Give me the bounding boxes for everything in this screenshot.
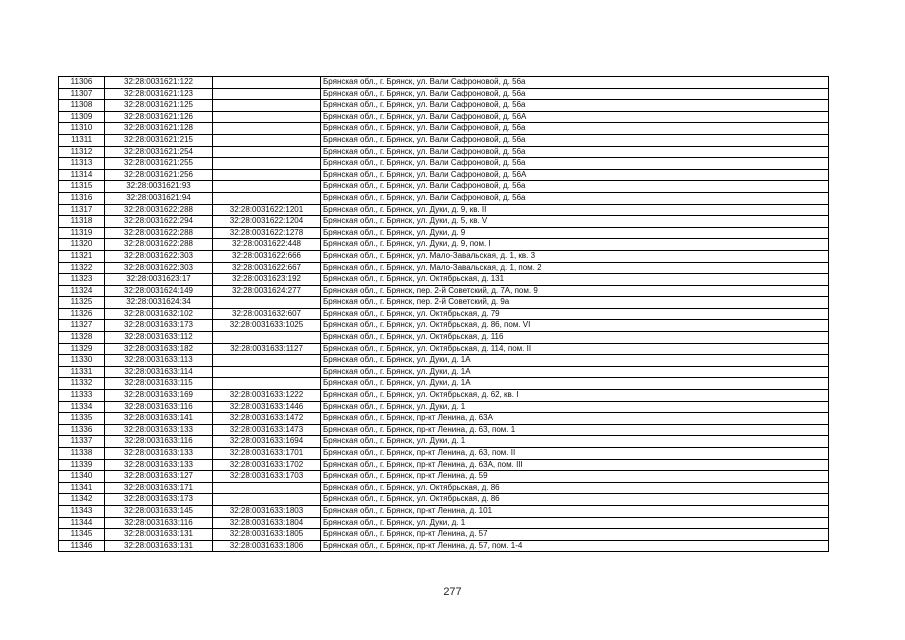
row-number-cell: 11327 — [59, 320, 105, 332]
registry-table-body — [59, 77, 829, 552]
row-number-cell: 11319 — [59, 227, 105, 239]
object-number-cell: 32:28:0031624:277 — [213, 285, 321, 297]
cadastral-number-cell: 32:28:0031622:288 — [105, 227, 213, 239]
object-number-cell: 32:28:0031633:1694 — [213, 436, 321, 448]
object-number-cell: 32:28:0031633:1025 — [213, 320, 321, 332]
table-row — [59, 274, 829, 286]
row-number-cell: 11307 — [59, 88, 105, 100]
object-number-cell: 32:28:0031622:448 — [213, 239, 321, 251]
row-number-cell: 11341 — [59, 482, 105, 494]
address-cell: Брянская обл., г. Брянск, ул. Вали Сафроновой, д. 56а — [321, 192, 829, 204]
address-cell: Брянская обл., г. Брянск, ул. Дуки, д. 1 — [321, 436, 829, 448]
table-row — [59, 158, 829, 170]
address-cell: Брянская обл., г. Брянск, ул. Дуки, д. 9 — [321, 227, 829, 239]
table-row — [59, 378, 829, 390]
row-number-cell: 11331 — [59, 366, 105, 378]
table-row — [59, 366, 829, 378]
table-row — [59, 297, 829, 309]
cadastral-number-cell: 32:28:0031622:288 — [105, 239, 213, 251]
table-row — [59, 285, 829, 297]
cadastral-number-cell: 32:28:0031621:255 — [105, 158, 213, 170]
cadastral-number-cell: 32:28:0031633:145 — [105, 505, 213, 517]
table-row — [59, 436, 829, 448]
row-number-cell: 11320 — [59, 239, 105, 251]
row-number-cell: 11334 — [59, 401, 105, 413]
cadastral-number-cell: 32:28:0031633:182 — [105, 343, 213, 355]
object-number-cell — [213, 158, 321, 170]
row-number-cell: 11306 — [59, 77, 105, 89]
object-number-cell — [213, 77, 321, 89]
table-row — [59, 494, 829, 506]
cadastral-number-cell: 32:28:0031633:133 — [105, 459, 213, 471]
row-number-cell: 11336 — [59, 424, 105, 436]
object-number-cell: 32:28:0031633:1806 — [213, 540, 321, 552]
object-number-cell — [213, 482, 321, 494]
address-cell: Брянская обл., г. Брянск, ул. Октябрьская, д. 131 — [321, 274, 829, 286]
cadastral-number-cell: 32:28:0031633:116 — [105, 517, 213, 529]
object-number-cell — [213, 355, 321, 367]
address-cell: Брянская обл., г. Брянск, ул. Дуки, д. 1 — [321, 401, 829, 413]
row-number-cell: 11314 — [59, 169, 105, 181]
table-row — [59, 77, 829, 89]
address-cell: Брянская обл., г. Брянск, ул. Октябрьская, д. 86, пом. VI — [321, 320, 829, 332]
object-number-cell: 32:28:0031623:192 — [213, 274, 321, 286]
table-row — [59, 505, 829, 517]
row-number-cell: 11330 — [59, 355, 105, 367]
address-cell: Брянская обл., г. Брянск, пр-кт Ленина, д. 57, пом. 1-4 — [321, 540, 829, 552]
object-number-cell: 32:28:0031632:607 — [213, 308, 321, 320]
address-cell: Брянская обл., г. Брянск, пр-кт Ленина, д. 63, пом. 1 — [321, 424, 829, 436]
object-number-cell: 32:28:0031633:1446 — [213, 401, 321, 413]
row-number-cell: 11309 — [59, 111, 105, 123]
object-number-cell: 32:28:0031633:1805 — [213, 529, 321, 541]
object-number-cell: 32:28:0031633:1804 — [213, 517, 321, 529]
object-number-cell: 32:28:0031633:1472 — [213, 413, 321, 425]
cadastral-number-cell: 32:28:0031621:123 — [105, 88, 213, 100]
table-row — [59, 250, 829, 262]
address-cell: Брянская обл., г. Брянск, ул. Дуки, д. 1А — [321, 378, 829, 390]
row-number-cell: 11318 — [59, 216, 105, 228]
object-number-cell — [213, 297, 321, 309]
page-number: 277 — [443, 586, 462, 598]
table-row — [59, 192, 829, 204]
cadastral-number-cell: 32:28:0031633:173 — [105, 494, 213, 506]
object-number-cell: 32:28:0031633:1703 — [213, 471, 321, 483]
row-number-cell: 11310 — [59, 123, 105, 135]
row-number-cell: 11311 — [59, 134, 105, 146]
address-cell: Брянская обл., г. Брянск, пр-кт Ленина, д. 63, пом. II — [321, 448, 829, 460]
table-row — [59, 146, 829, 158]
table-row — [59, 320, 829, 332]
row-number-cell: 11346 — [59, 540, 105, 552]
cadastral-number-cell: 32:28:0031623:17 — [105, 274, 213, 286]
table-row — [59, 111, 829, 123]
table-row — [59, 134, 829, 146]
address-cell: Брянская обл., г. Брянск, ул. Октябрьская, д. 79 — [321, 308, 829, 320]
object-number-cell — [213, 181, 321, 193]
table-row — [59, 343, 829, 355]
cadastral-number-cell: 32:28:0031621:128 — [105, 123, 213, 135]
row-number-cell: 11317 — [59, 204, 105, 216]
table-row — [59, 169, 829, 181]
cadastral-number-cell: 32:28:0031621:254 — [105, 146, 213, 158]
address-cell: Брянская обл., г. Брянск, ул. Мало-Завальская, д. 1, пом. 2 — [321, 262, 829, 274]
row-number-cell: 11315 — [59, 181, 105, 193]
row-number-cell: 11325 — [59, 297, 105, 309]
row-number-cell: 11345 — [59, 529, 105, 541]
cadastral-number-cell: 32:28:0031633:112 — [105, 332, 213, 344]
cadastral-number-cell: 32:28:0031633:173 — [105, 320, 213, 332]
object-number-cell: 32:28:0031622:1201 — [213, 204, 321, 216]
registry-table — [58, 76, 829, 552]
row-number-cell: 11339 — [59, 459, 105, 471]
row-number-cell: 11313 — [59, 158, 105, 170]
table-row — [59, 204, 829, 216]
table-row — [59, 540, 829, 552]
row-number-cell: 11344 — [59, 517, 105, 529]
object-number-cell — [213, 192, 321, 204]
cadastral-number-cell: 32:28:0031633:133 — [105, 448, 213, 460]
table-row — [59, 88, 829, 100]
table-row — [59, 448, 829, 460]
object-number-cell: 32:28:0031622:666 — [213, 250, 321, 262]
object-number-cell — [213, 366, 321, 378]
address-cell: Брянская обл., г. Брянск, пр-кт Ленина, д. 63А, пом. III — [321, 459, 829, 471]
address-cell: Брянская обл., г. Брянск, ул. Октябрьская, д. 86 — [321, 494, 829, 506]
address-cell: Брянская обл., г. Брянск, ул. Дуки, д. 1 — [321, 517, 829, 529]
address-cell: Брянская обл., г. Брянск, ул. Вали Сафроновой, д. 56а — [321, 123, 829, 135]
address-cell: Брянская обл., г. Брянск, ул. Дуки, д. 1А — [321, 366, 829, 378]
cadastral-number-cell: 32:28:0031621:256 — [105, 169, 213, 181]
table-row — [59, 482, 829, 494]
address-cell: Брянская обл., г. Брянск, пр-кт Ленина, д. 63А — [321, 413, 829, 425]
address-cell: Брянская обл., г. Брянск, ул. Вали Сафроновой, д. 56а — [321, 158, 829, 170]
object-number-cell: 32:28:0031633:1222 — [213, 390, 321, 402]
object-number-cell — [213, 100, 321, 112]
cadastral-number-cell: 32:28:0031633:114 — [105, 366, 213, 378]
cadastral-number-cell: 32:28:0031633:116 — [105, 436, 213, 448]
table-row — [59, 239, 829, 251]
row-number-cell: 11337 — [59, 436, 105, 448]
table-row — [59, 181, 829, 193]
cadastral-number-cell: 32:28:0031633:133 — [105, 424, 213, 436]
object-number-cell — [213, 169, 321, 181]
address-cell: Брянская обл., г. Брянск, ул. Дуки, д. 9, кв. II — [321, 204, 829, 216]
address-cell: Брянская обл., г. Брянск, ул. Октябрьская, д. 114, пом. II — [321, 343, 829, 355]
address-cell: Брянская обл., г. Брянск, пер. 2-й Советский, д. 7А, пом. 9 — [321, 285, 829, 297]
cadastral-number-cell: 32:28:0031633:141 — [105, 413, 213, 425]
cadastral-number-cell: 32:28:0031633:171 — [105, 482, 213, 494]
address-cell: Брянская обл., г. Брянск, ул. Вали Сафроновой, д. 56А — [321, 111, 829, 123]
address-cell: Брянская обл., г. Брянск, пр-кт Ленина, д. 59 — [321, 471, 829, 483]
row-number-cell: 11312 — [59, 146, 105, 158]
cadastral-number-cell: 32:28:0031622:303 — [105, 262, 213, 274]
row-number-cell: 11322 — [59, 262, 105, 274]
row-number-cell: 11338 — [59, 448, 105, 460]
table-row — [59, 459, 829, 471]
row-number-cell: 11328 — [59, 332, 105, 344]
address-cell: Брянская обл., г. Брянск, ул. Мало-Завальская, д. 1, кв. 3 — [321, 250, 829, 262]
address-cell: Брянская обл., г. Брянск, ул. Вали Сафроновой, д. 56а — [321, 146, 829, 158]
address-cell: Брянская обл., г. Брянск, ул. Вали Сафроновой, д. 56а — [321, 134, 829, 146]
address-cell: Брянская обл., г. Брянск, ул. Вали Сафроновой, д. 56а — [321, 77, 829, 89]
object-number-cell — [213, 332, 321, 344]
cadastral-number-cell: 32:28:0031633:169 — [105, 390, 213, 402]
object-number-cell — [213, 494, 321, 506]
row-number-cell: 11323 — [59, 274, 105, 286]
object-number-cell: 32:28:0031622:1278 — [213, 227, 321, 239]
object-number-cell — [213, 88, 321, 100]
cadastral-number-cell: 32:28:0031621:215 — [105, 134, 213, 146]
address-cell: Брянская обл., г. Брянск, пр-кт Ленина, д. 57 — [321, 529, 829, 541]
object-number-cell: 32:28:0031633:1701 — [213, 448, 321, 460]
address-cell: Брянская обл., г. Брянск, пр-кт Ленина, д. 101 — [321, 505, 829, 517]
table-row — [59, 413, 829, 425]
address-cell: Брянская обл., г. Брянск, ул. Октябрьская, д. 86 — [321, 482, 829, 494]
object-number-cell: 32:28:0031622:1204 — [213, 216, 321, 228]
table-row — [59, 123, 829, 135]
row-number-cell: 11326 — [59, 308, 105, 320]
table-row — [59, 390, 829, 402]
cadastral-number-cell: 32:28:0031633:131 — [105, 529, 213, 541]
object-number-cell — [213, 378, 321, 390]
row-number-cell: 11333 — [59, 390, 105, 402]
cadastral-number-cell: 32:28:0031621:125 — [105, 100, 213, 112]
table-row — [59, 262, 829, 274]
table-row — [59, 529, 829, 541]
cadastral-number-cell: 32:28:0031621:126 — [105, 111, 213, 123]
table-row — [59, 308, 829, 320]
cadastral-number-cell: 32:28:0031622:303 — [105, 250, 213, 262]
cadastral-number-cell: 32:28:0031621:94 — [105, 192, 213, 204]
address-cell: Брянская обл., г. Брянск, ул. Дуки, д. 5, кв. V — [321, 216, 829, 228]
table-row — [59, 227, 829, 239]
row-number-cell: 11316 — [59, 192, 105, 204]
row-number-cell: 11329 — [59, 343, 105, 355]
address-cell: Брянская обл., г. Брянск, ул. Вали Сафроновой, д. 56а — [321, 88, 829, 100]
object-number-cell: 32:28:0031622:667 — [213, 262, 321, 274]
cadastral-number-cell: 32:28:0031622:294 — [105, 216, 213, 228]
cadastral-number-cell: 32:28:0031624:149 — [105, 285, 213, 297]
cadastral-number-cell: 32:28:0031624:34 — [105, 297, 213, 309]
cadastral-number-cell: 32:28:0031633:127 — [105, 471, 213, 483]
object-number-cell: 32:28:0031633:1473 — [213, 424, 321, 436]
row-number-cell: 11343 — [59, 505, 105, 517]
row-number-cell: 11340 — [59, 471, 105, 483]
row-number-cell: 11308 — [59, 100, 105, 112]
table-row — [59, 424, 829, 436]
address-cell: Брянская обл., г. Брянск, ул. Вали Сафроновой, д. 56А — [321, 169, 829, 181]
cadastral-number-cell: 32:28:0031633:115 — [105, 378, 213, 390]
object-number-cell: 32:28:0031633:1702 — [213, 459, 321, 471]
table-row — [59, 517, 829, 529]
row-number-cell: 11342 — [59, 494, 105, 506]
cadastral-number-cell: 32:28:0031632:102 — [105, 308, 213, 320]
table-row — [59, 216, 829, 228]
cadastral-number-cell: 32:28:0031621:122 — [105, 77, 213, 89]
address-cell: Брянская обл., г. Брянск, ул. Октябрьская, д. 62, кв. I — [321, 390, 829, 402]
address-cell: Брянская обл., г. Брянск, пер. 2-й Советский, д. 9а — [321, 297, 829, 309]
address-cell: Брянская обл., г. Брянск, ул. Дуки, д. 1А — [321, 355, 829, 367]
object-number-cell: 32:28:0031633:1803 — [213, 505, 321, 517]
row-number-cell: 11332 — [59, 378, 105, 390]
cadastral-number-cell: 32:28:0031633:131 — [105, 540, 213, 552]
table-row — [59, 401, 829, 413]
table-row — [59, 471, 829, 483]
object-number-cell — [213, 123, 321, 135]
address-cell: Брянская обл., г. Брянск, ул. Вали Сафроновой, д. 56а — [321, 181, 829, 193]
address-cell: Брянская обл., г. Брянск, ул. Вали Сафроновой, д. 56а — [321, 100, 829, 112]
object-number-cell — [213, 146, 321, 158]
cadastral-number-cell: 32:28:0031633:116 — [105, 401, 213, 413]
cadastral-number-cell: 32:28:0031633:113 — [105, 355, 213, 367]
table-row — [59, 332, 829, 344]
address-cell: Брянская обл., г. Брянск, ул. Октябрьская, д. 116 — [321, 332, 829, 344]
address-cell: Брянская обл., г. Брянск, ул. Дуки, д. 9, пом. I — [321, 239, 829, 251]
row-number-cell: 11321 — [59, 250, 105, 262]
row-number-cell: 11324 — [59, 285, 105, 297]
cadastral-number-cell: 32:28:0031622:288 — [105, 204, 213, 216]
cadastral-number-cell: 32:28:0031621:93 — [105, 181, 213, 193]
object-number-cell — [213, 134, 321, 146]
object-number-cell — [213, 111, 321, 123]
row-number-cell: 11335 — [59, 413, 105, 425]
object-number-cell: 32:28:0031633:1127 — [213, 343, 321, 355]
table-row — [59, 100, 829, 112]
table-row — [59, 355, 829, 367]
